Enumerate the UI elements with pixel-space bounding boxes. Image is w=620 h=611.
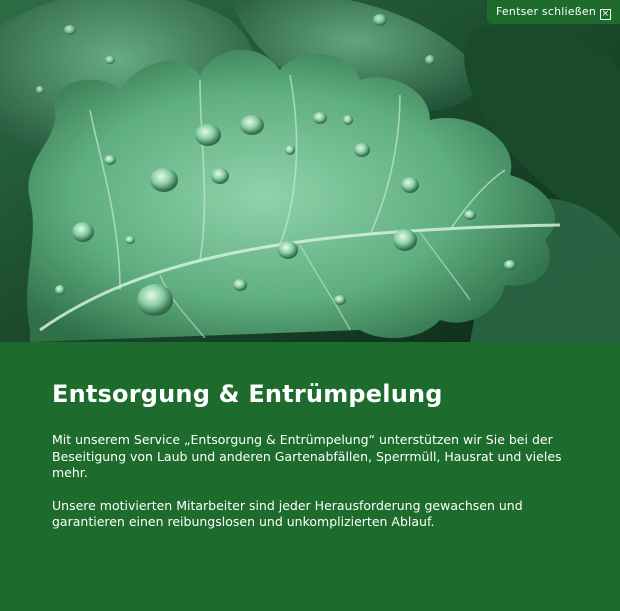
intro-paragraph: Mit unserem Service „Entsorgung & Entrümpelung“ unterstützen wir Sie bei der Beseitigung von Laub und anderen Gartenabfällen, Sperrmüll, Hausrat und vieles mehr. — [52, 432, 562, 480]
team-paragraph: Unsere motivierten Mitarbeiter sind jeder Herausforderung gewachsen und garantieren einen reibungslosen und unkomplizierten Ablauf. — [52, 497, 523, 529]
content-area — [52, 380, 572, 531]
close-x-icon: × — [601, 9, 610, 19]
page-title: Entsorgung & Entrümpelung — [52, 380, 443, 408]
close-window-label: Fentser schließen — [496, 5, 596, 18]
close-window-button[interactable] — [487, 0, 620, 24]
